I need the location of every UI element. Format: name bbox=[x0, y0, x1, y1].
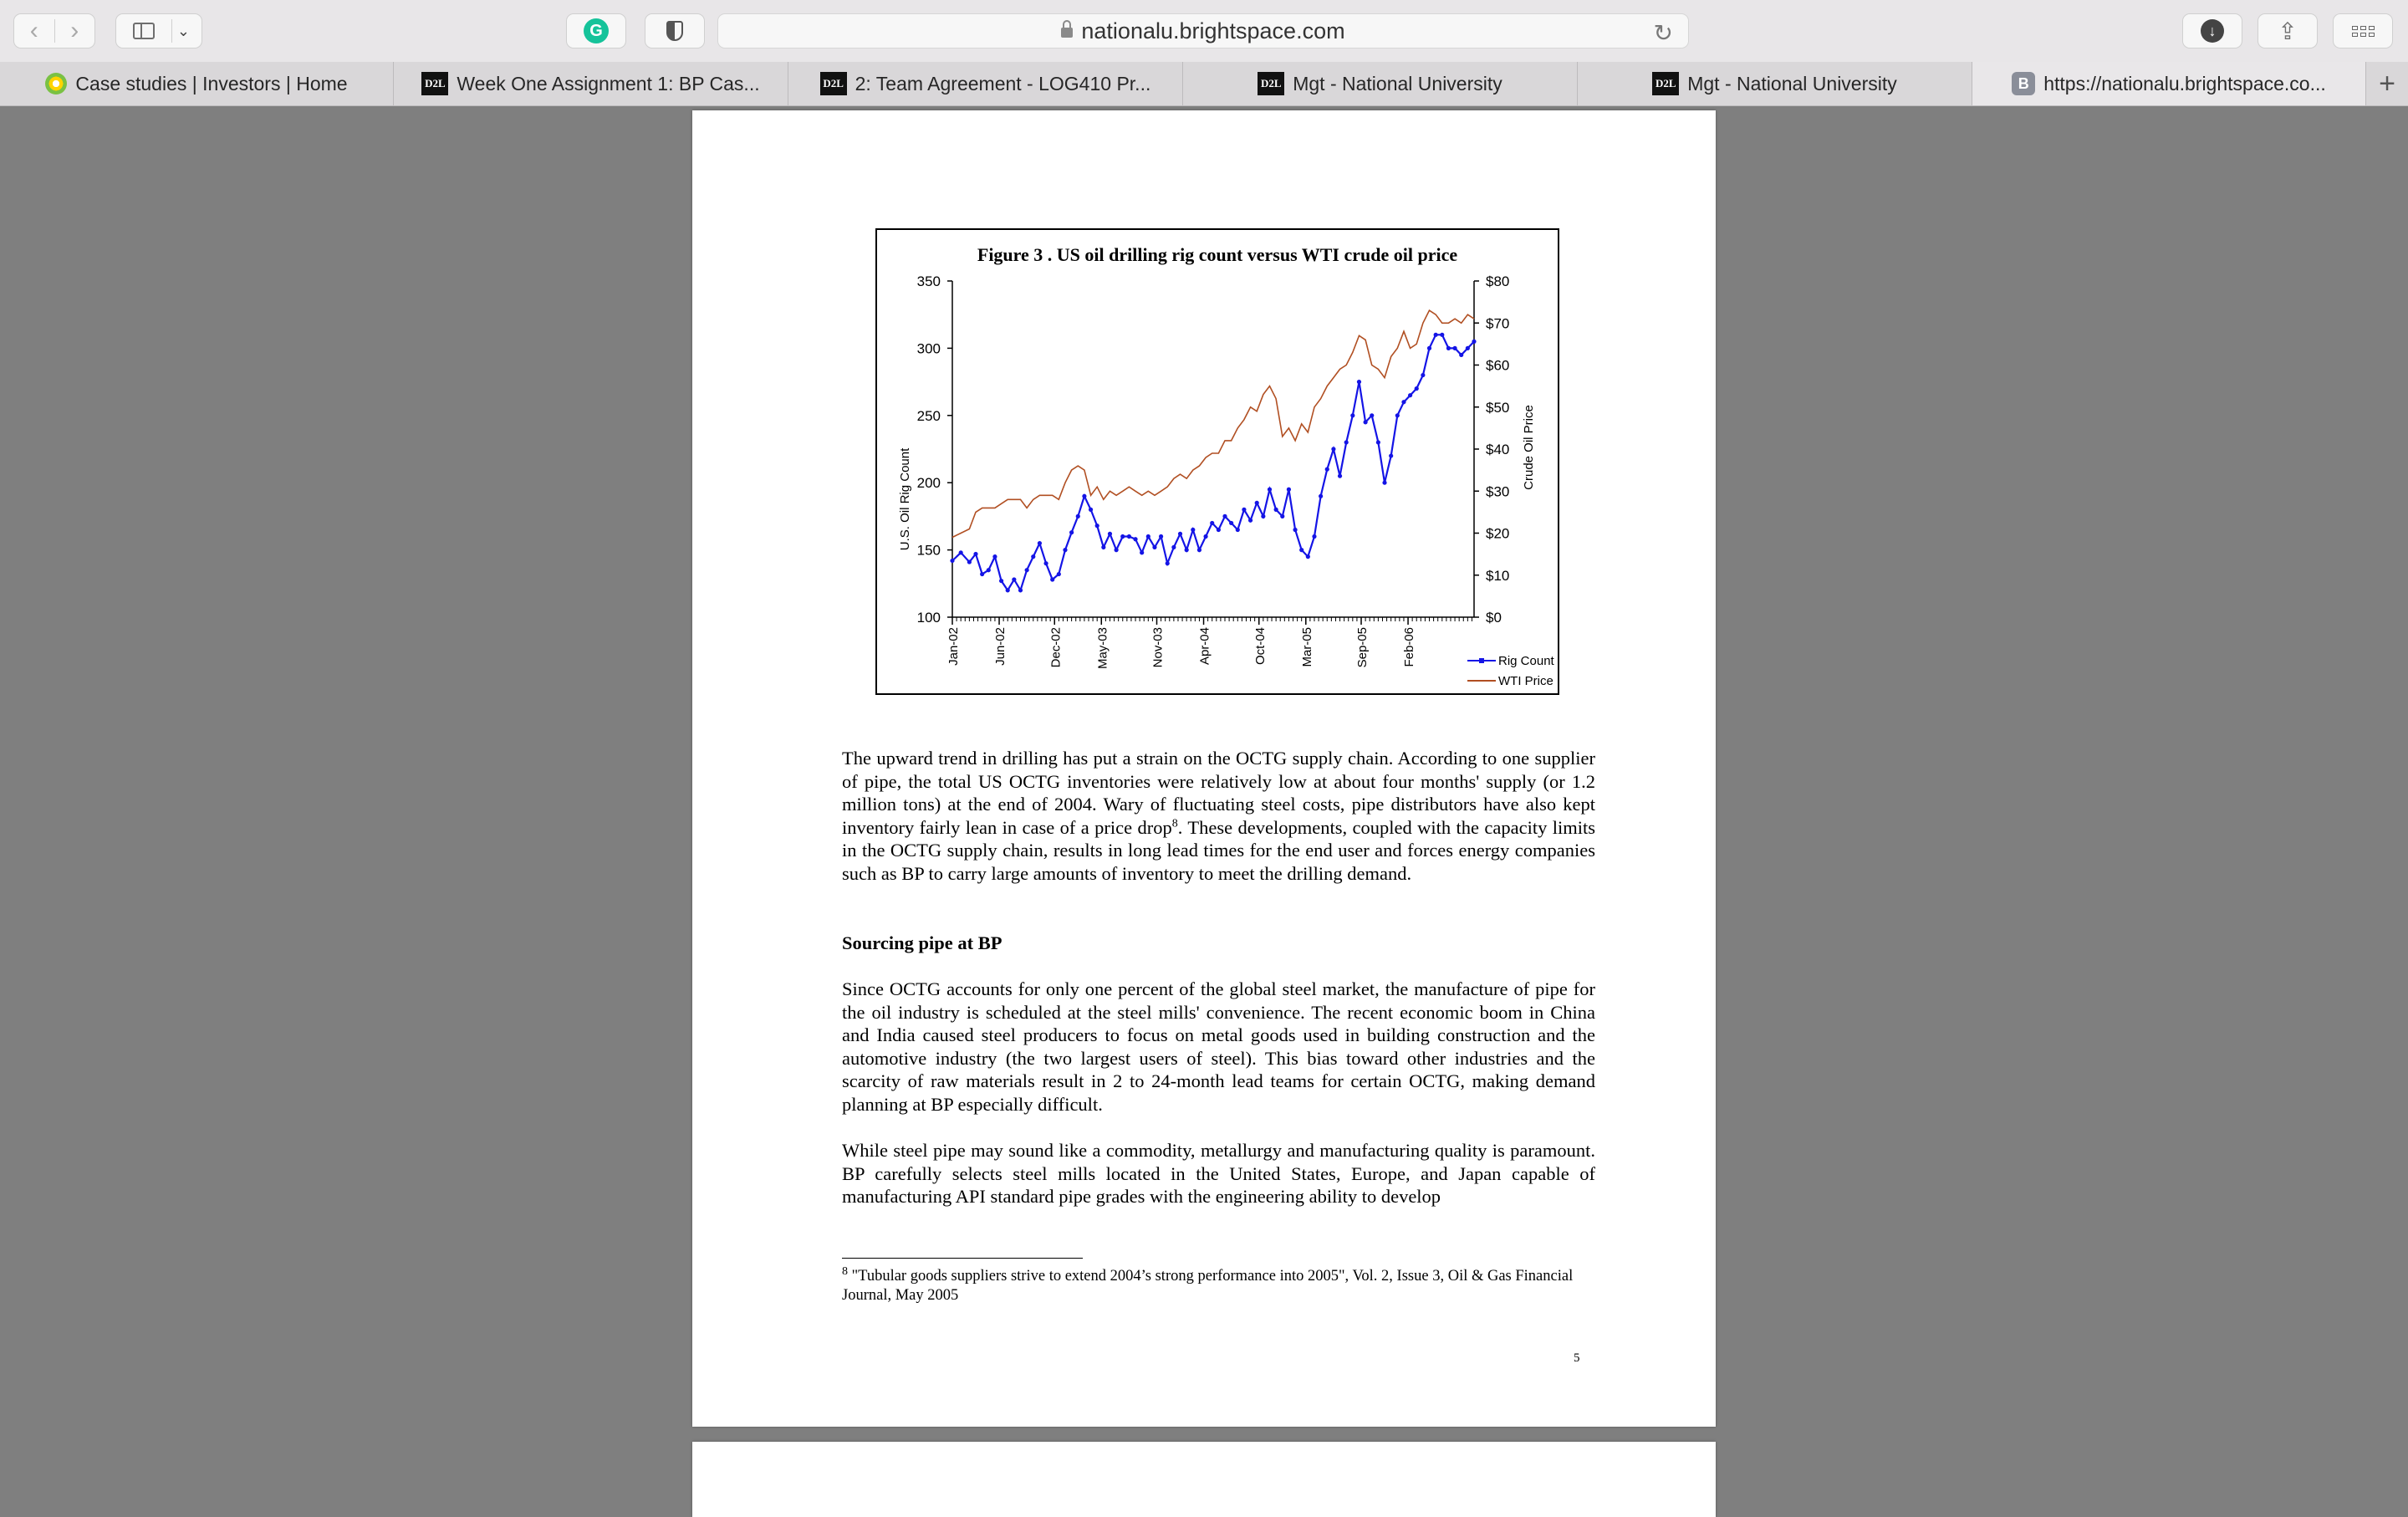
rig-count-point bbox=[1006, 588, 1010, 592]
rig-count-point bbox=[1415, 386, 1419, 391]
chart-legend bbox=[1467, 654, 1555, 688]
x-tick-label: Sep-05 bbox=[1355, 627, 1370, 668]
tab-case-studies[interactable] bbox=[0, 62, 394, 105]
tab-title: Mgt - National University bbox=[1687, 72, 1897, 94]
y2-tick-label: $10 bbox=[1486, 567, 1510, 584]
rig-count-point bbox=[1171, 545, 1176, 549]
figure-3-chart bbox=[875, 228, 1559, 695]
rig-count-point bbox=[1082, 494, 1086, 498]
sidebar-icon bbox=[133, 23, 155, 39]
y-axis-label: U.S. Oil Rig Count bbox=[898, 447, 912, 551]
tab-title: Week One Assignment 1: BP Cas... bbox=[457, 72, 760, 94]
rig-count-point bbox=[1421, 373, 1425, 377]
rig-count-point bbox=[1427, 346, 1431, 350]
tab-overview-button[interactable] bbox=[2333, 13, 2393, 49]
rig-count-point bbox=[1166, 561, 1170, 565]
rig-count-point bbox=[973, 552, 977, 556]
rig-count-point bbox=[1370, 413, 1374, 417]
rig-count-point bbox=[1331, 447, 1335, 451]
rig-count-point bbox=[1395, 413, 1400, 417]
plus-icon: + bbox=[2379, 67, 2395, 100]
rig-count-point bbox=[1236, 528, 1240, 532]
y2-tick-label: $30 bbox=[1486, 483, 1510, 500]
y2-tick-label: $80 bbox=[1486, 273, 1510, 289]
share-button[interactable] bbox=[2258, 13, 2318, 49]
rig-count-point bbox=[1159, 534, 1163, 539]
rig-count-point bbox=[1312, 534, 1316, 539]
rig-count-point bbox=[1222, 514, 1227, 518]
rig-count-point bbox=[1306, 554, 1310, 559]
rig-count-point bbox=[987, 568, 991, 572]
tab-brightspace-active[interactable] bbox=[1972, 62, 2366, 105]
forward-chevron-icon[interactable]: › bbox=[70, 17, 79, 44]
rig-count-point bbox=[1472, 340, 1476, 344]
rig-count-point bbox=[1408, 393, 1412, 397]
rig-count-point bbox=[1178, 532, 1182, 536]
tab-bar bbox=[0, 62, 2408, 106]
paragraph-octg-supply-chain bbox=[842, 747, 1595, 885]
tab-week-one-assignment[interactable] bbox=[394, 62, 788, 105]
paragraph-steel-pipe: While steel pipe may sound like a commodity, metallurgy and manufacturing quality is paramount. BP carefully selects steel mills located in the United States, Europe, and Japan capable of manufacturing API standard pipe grades with the engineering ability to develop bbox=[842, 1140, 1595, 1207]
share-icon: ⇪ bbox=[2278, 18, 2298, 44]
y2-tick-label: $60 bbox=[1486, 357, 1510, 374]
rig-count-point bbox=[1127, 534, 1131, 539]
rig-count-point bbox=[1248, 518, 1252, 523]
rig-count-point bbox=[1038, 541, 1042, 545]
rig-count-line bbox=[952, 335, 1474, 590]
footnote-divider bbox=[842, 1258, 1083, 1259]
rig-count-point bbox=[992, 554, 997, 559]
rig-count-point bbox=[1261, 514, 1265, 518]
x-tick-label: Feb-06 bbox=[1402, 627, 1417, 667]
reload-icon[interactable]: ↻ bbox=[1653, 20, 1673, 46]
rig-count-point bbox=[1389, 453, 1393, 457]
rig-count-point bbox=[1325, 467, 1329, 472]
rig-count-point bbox=[1025, 568, 1029, 572]
rig-count-point bbox=[1434, 333, 1438, 337]
rig-count-point bbox=[1185, 548, 1189, 552]
y-tick-label: 100 bbox=[916, 610, 941, 626]
x-tick-label: May-03 bbox=[1095, 627, 1110, 670]
rig-count-point bbox=[1293, 528, 1297, 532]
x-tick-label: Oct-04 bbox=[1252, 627, 1268, 666]
rig-count-point bbox=[1018, 588, 1023, 592]
rig-count-point bbox=[1242, 508, 1246, 512]
tab-mgt-national-university-1[interactable] bbox=[1183, 62, 1578, 105]
y2-tick-label: $20 bbox=[1486, 525, 1510, 542]
rig-count-point bbox=[1050, 577, 1054, 581]
rig-count-point bbox=[1401, 400, 1406, 404]
shield-icon bbox=[666, 21, 683, 41]
d2l-icon: D2L bbox=[1258, 72, 1284, 95]
footnote-number: 8 bbox=[842, 1264, 848, 1278]
y2-tick-label: $70 bbox=[1486, 315, 1510, 332]
bp-logo-icon bbox=[45, 73, 67, 94]
rig-count-point bbox=[1203, 534, 1207, 539]
y2-tick-label: $50 bbox=[1486, 399, 1510, 416]
rig-count-point bbox=[1350, 413, 1354, 417]
rig-count-point bbox=[1229, 521, 1233, 525]
footnote bbox=[842, 1264, 1595, 1305]
page-number: 5 bbox=[1574, 1351, 1580, 1365]
url-text: nationalu.brightspace.com bbox=[1081, 18, 1345, 43]
d2l-icon: D2L bbox=[421, 72, 448, 95]
rig-count-point bbox=[1031, 554, 1035, 559]
tab-title: Case studies | Investors | Home bbox=[75, 72, 348, 94]
rig-count-point bbox=[1076, 514, 1080, 518]
chevron-down-icon[interactable]: ⌄ bbox=[176, 22, 190, 39]
browser-toolbar bbox=[0, 0, 2408, 63]
rig-count-point bbox=[1197, 548, 1201, 552]
footnote-text: "Tubular goods suppliers strive to extend 2004’s strong performance into 2005", Vol. 2, Issue 3, Oil & Gas Financial Journal, May 2005 bbox=[842, 1268, 1574, 1304]
downloads-button[interactable] bbox=[2182, 13, 2242, 49]
x-tick-label: Jan-02 bbox=[946, 627, 961, 666]
rig-count-point bbox=[1344, 440, 1349, 444]
rig-count-point bbox=[1140, 550, 1144, 554]
new-tab-button[interactable] bbox=[2366, 62, 2408, 105]
rig-count-point bbox=[1115, 548, 1119, 552]
rig-count-point bbox=[1210, 521, 1214, 525]
download-icon: ↓ bbox=[2201, 19, 2224, 43]
y2-axis-label: Crude Oil Price bbox=[1522, 405, 1536, 490]
y-tick-label: 350 bbox=[916, 273, 941, 289]
back-forward-buttons bbox=[13, 13, 95, 49]
tab-title: Mgt - National University bbox=[1293, 72, 1502, 94]
tab-mgt-national-university-2[interactable] bbox=[1578, 62, 1972, 105]
rig-count-point bbox=[1440, 333, 1444, 337]
paragraph-text: The upward trend in drilling has put a strain on the OCTG supply chain. According to one supplier of pipe, the total US OCTG inventories were relatively low at about four months' supply (or 1.2 million tons) at the end of 2004. Wary of fluctuating steel costs, pipe distributors have also kept inventory fairly lean in case of a price drop bbox=[842, 748, 1595, 838]
rig-count-point bbox=[1101, 545, 1105, 549]
y-tick-label: 300 bbox=[916, 340, 941, 357]
chart-title: Figure 3 . US oil drilling rig count versus WTI crude oil price bbox=[977, 244, 1458, 265]
rig-count-point bbox=[1338, 474, 1342, 478]
rig-count-point bbox=[1120, 534, 1125, 539]
y-tick-label: 150 bbox=[916, 542, 941, 559]
footnote-reference: 8 bbox=[1171, 817, 1178, 830]
tab-overview-icon bbox=[2352, 26, 2375, 37]
lock-icon bbox=[1061, 28, 1073, 38]
rig-count-point bbox=[1043, 561, 1048, 565]
y2-tick-label: $0 bbox=[1486, 610, 1502, 626]
privacy-extension-button[interactable] bbox=[645, 13, 705, 49]
d2l-icon: D2L bbox=[1652, 72, 1679, 95]
rig-count-point bbox=[1268, 488, 1272, 492]
rig-count-point bbox=[1057, 572, 1061, 576]
rig-count-point bbox=[1287, 488, 1291, 492]
rig-count-point bbox=[1446, 346, 1451, 350]
x-tick-label: Apr-04 bbox=[1197, 627, 1212, 666]
rig-count-point bbox=[980, 572, 984, 576]
address-bar[interactable] bbox=[717, 13, 1689, 49]
chart-svg bbox=[877, 230, 1558, 693]
rig-count-point bbox=[1466, 346, 1470, 350]
y-tick-label: 250 bbox=[916, 407, 941, 424]
x-tick-label: Nov-03 bbox=[1150, 627, 1166, 668]
tab-title: https://nationalu.brightspace.co... bbox=[2043, 72, 2326, 94]
rig-count-point bbox=[959, 550, 963, 554]
rig-count-point bbox=[1452, 346, 1457, 350]
paragraph-octg-market: Since OCTG accounts for only one percent of the global steel market, the manufacture of pipe for the oil industry is scheduled at the steel mills' convenience. The recent economic boom in China and India caused steel producers to focus on metal goods used in building construction and the automotive industry (the two largest users of steel). This bias toward other industries and the scarcity of raw materials result in 2 to 24-month lead teams for certain OCTG, making demand planning at BP especially difficult. bbox=[842, 978, 1595, 1115]
rig-count-point bbox=[967, 559, 972, 564]
legend-entry-wti-price: WTI Price bbox=[1498, 674, 1553, 688]
rig-count-point bbox=[1364, 420, 1368, 424]
grammarly-extension-button[interactable] bbox=[566, 13, 626, 49]
rig-count-point bbox=[1152, 545, 1156, 549]
rig-count-point bbox=[1299, 548, 1303, 552]
tab-team-agreement[interactable] bbox=[788, 62, 1183, 105]
rig-count-point bbox=[950, 559, 954, 563]
grammarly-icon: G bbox=[584, 18, 609, 43]
x-tick-label: Mar-05 bbox=[1299, 627, 1314, 667]
rig-count-point bbox=[1108, 532, 1112, 536]
rig-count-point bbox=[1069, 530, 1074, 534]
rig-count-point bbox=[1274, 508, 1278, 512]
brightspace-b-icon: B bbox=[2012, 72, 2035, 95]
x-tick-label: Dec-02 bbox=[1048, 627, 1064, 668]
y2-tick-label: $40 bbox=[1486, 442, 1510, 457]
rig-count-point bbox=[1063, 548, 1067, 552]
back-chevron-icon[interactable]: ‹ bbox=[29, 17, 38, 44]
rig-count-point bbox=[1191, 528, 1195, 532]
rig-count-point bbox=[1089, 508, 1093, 512]
y-tick-label: 200 bbox=[916, 475, 941, 492]
rig-count-point bbox=[1146, 534, 1150, 539]
rig-count-point bbox=[1376, 440, 1380, 444]
rig-count-point bbox=[1357, 380, 1361, 384]
tab-title: 2: Team Agreement - LOG410 Pr... bbox=[855, 72, 1151, 94]
next-document-page bbox=[692, 1442, 1716, 1517]
rig-count-point bbox=[1133, 537, 1137, 541]
legend-entry-rig-count: Rig Count bbox=[1498, 654, 1554, 668]
x-tick-label: Jun-02 bbox=[993, 627, 1008, 666]
rig-count-point bbox=[1095, 524, 1099, 528]
rig-count-point bbox=[1255, 501, 1259, 505]
rig-count-point bbox=[999, 579, 1003, 583]
paragraph-text: . These developments, coupled with the capacity limits in the OCTG supply chain, results in long lead times for the end user and forces energy companies such as BP to carry large amounts of inventory to meet the drilling demand. bbox=[842, 816, 1595, 884]
rig-count-point bbox=[1459, 353, 1463, 357]
sidebar-toggle-button[interactable] bbox=[115, 13, 202, 49]
toolbar-separator bbox=[171, 19, 172, 43]
rig-count-point bbox=[1217, 528, 1221, 532]
rig-count-point bbox=[1319, 494, 1323, 498]
rig-count-point bbox=[1012, 577, 1016, 581]
rig-count-point bbox=[1280, 514, 1284, 518]
document-page bbox=[692, 110, 1716, 1427]
rig-count-point bbox=[1382, 481, 1386, 485]
section-heading: Sourcing pipe at BP bbox=[842, 932, 1002, 953]
d2l-icon: D2L bbox=[820, 72, 847, 95]
